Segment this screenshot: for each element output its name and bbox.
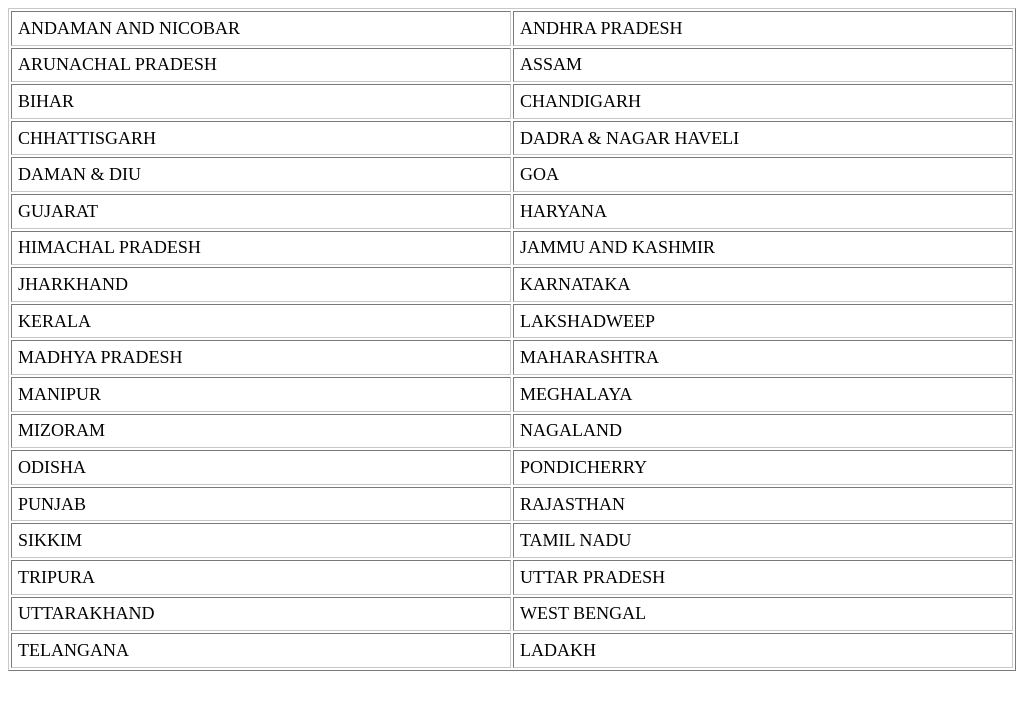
state-cell: HIMACHAL PRADESH	[11, 231, 511, 266]
table-row	[11, 157, 1013, 192]
state-cell: ANDHRA PRADESH	[513, 11, 1013, 46]
table-row	[11, 231, 1013, 266]
state-cell: LAKSHADWEEP	[513, 304, 1013, 339]
state-cell: KARNATAKA	[513, 267, 1013, 302]
table-row	[11, 121, 1013, 156]
state-cell: DADRA & NAGAR HAVELI	[513, 121, 1013, 156]
table-row	[11, 633, 1013, 668]
state-cell: ODISHA	[11, 450, 511, 485]
state-cell: DAMAN & DIU	[11, 157, 511, 192]
table-row	[11, 267, 1013, 302]
state-cell: CHANDIGARH	[513, 84, 1013, 119]
table-row	[11, 377, 1013, 412]
state-cell: MEGHALAYA	[513, 377, 1013, 412]
state-cell: TAMIL NADU	[513, 523, 1013, 558]
table-row	[11, 48, 1013, 83]
state-cell: NAGALAND	[513, 414, 1013, 449]
state-cell: HARYANA	[513, 194, 1013, 229]
state-cell: WEST BENGAL	[513, 597, 1013, 632]
state-cell: ARUNACHAL PRADESH	[11, 48, 511, 83]
table-row	[11, 487, 1013, 522]
state-cell: MIZORAM	[11, 414, 511, 449]
state-cell: PUNJAB	[11, 487, 511, 522]
state-cell: MAHARASHTRA	[513, 340, 1013, 375]
state-cell: LADAKH	[513, 633, 1013, 668]
state-cell: ASSAM	[513, 48, 1013, 83]
state-cell: UTTARAKHAND	[11, 597, 511, 632]
state-cell: KERALA	[11, 304, 511, 339]
state-cell: RAJASTHAN	[513, 487, 1013, 522]
state-cell: TELANGANA	[11, 633, 511, 668]
state-cell: MADHYA PRADESH	[11, 340, 511, 375]
state-cell: SIKKIM	[11, 523, 511, 558]
state-cell: UTTAR PRADESH	[513, 560, 1013, 595]
table-row	[11, 414, 1013, 449]
state-cell: TRIPURA	[11, 560, 511, 595]
table-row	[11, 560, 1013, 595]
table-row	[11, 304, 1013, 339]
state-cell: BIHAR	[11, 84, 511, 119]
table-row	[11, 523, 1013, 558]
state-cell: MANIPUR	[11, 377, 511, 412]
table-row	[11, 11, 1013, 46]
state-cell: ANDAMAN AND NICOBAR	[11, 11, 511, 46]
state-cell: GUJARAT	[11, 194, 511, 229]
state-cell: GOA	[513, 157, 1013, 192]
table-row	[11, 450, 1013, 485]
state-cell: PONDICHERRY	[513, 450, 1013, 485]
table-row	[11, 340, 1013, 375]
table-row	[11, 194, 1013, 229]
state-cell: JHARKHAND	[11, 267, 511, 302]
state-cell: JAMMU AND KASHMIR	[513, 231, 1013, 266]
table-row	[11, 84, 1013, 119]
state-cell: CHHATTISGARH	[11, 121, 511, 156]
states-table	[8, 8, 1016, 671]
table-row	[11, 597, 1013, 632]
